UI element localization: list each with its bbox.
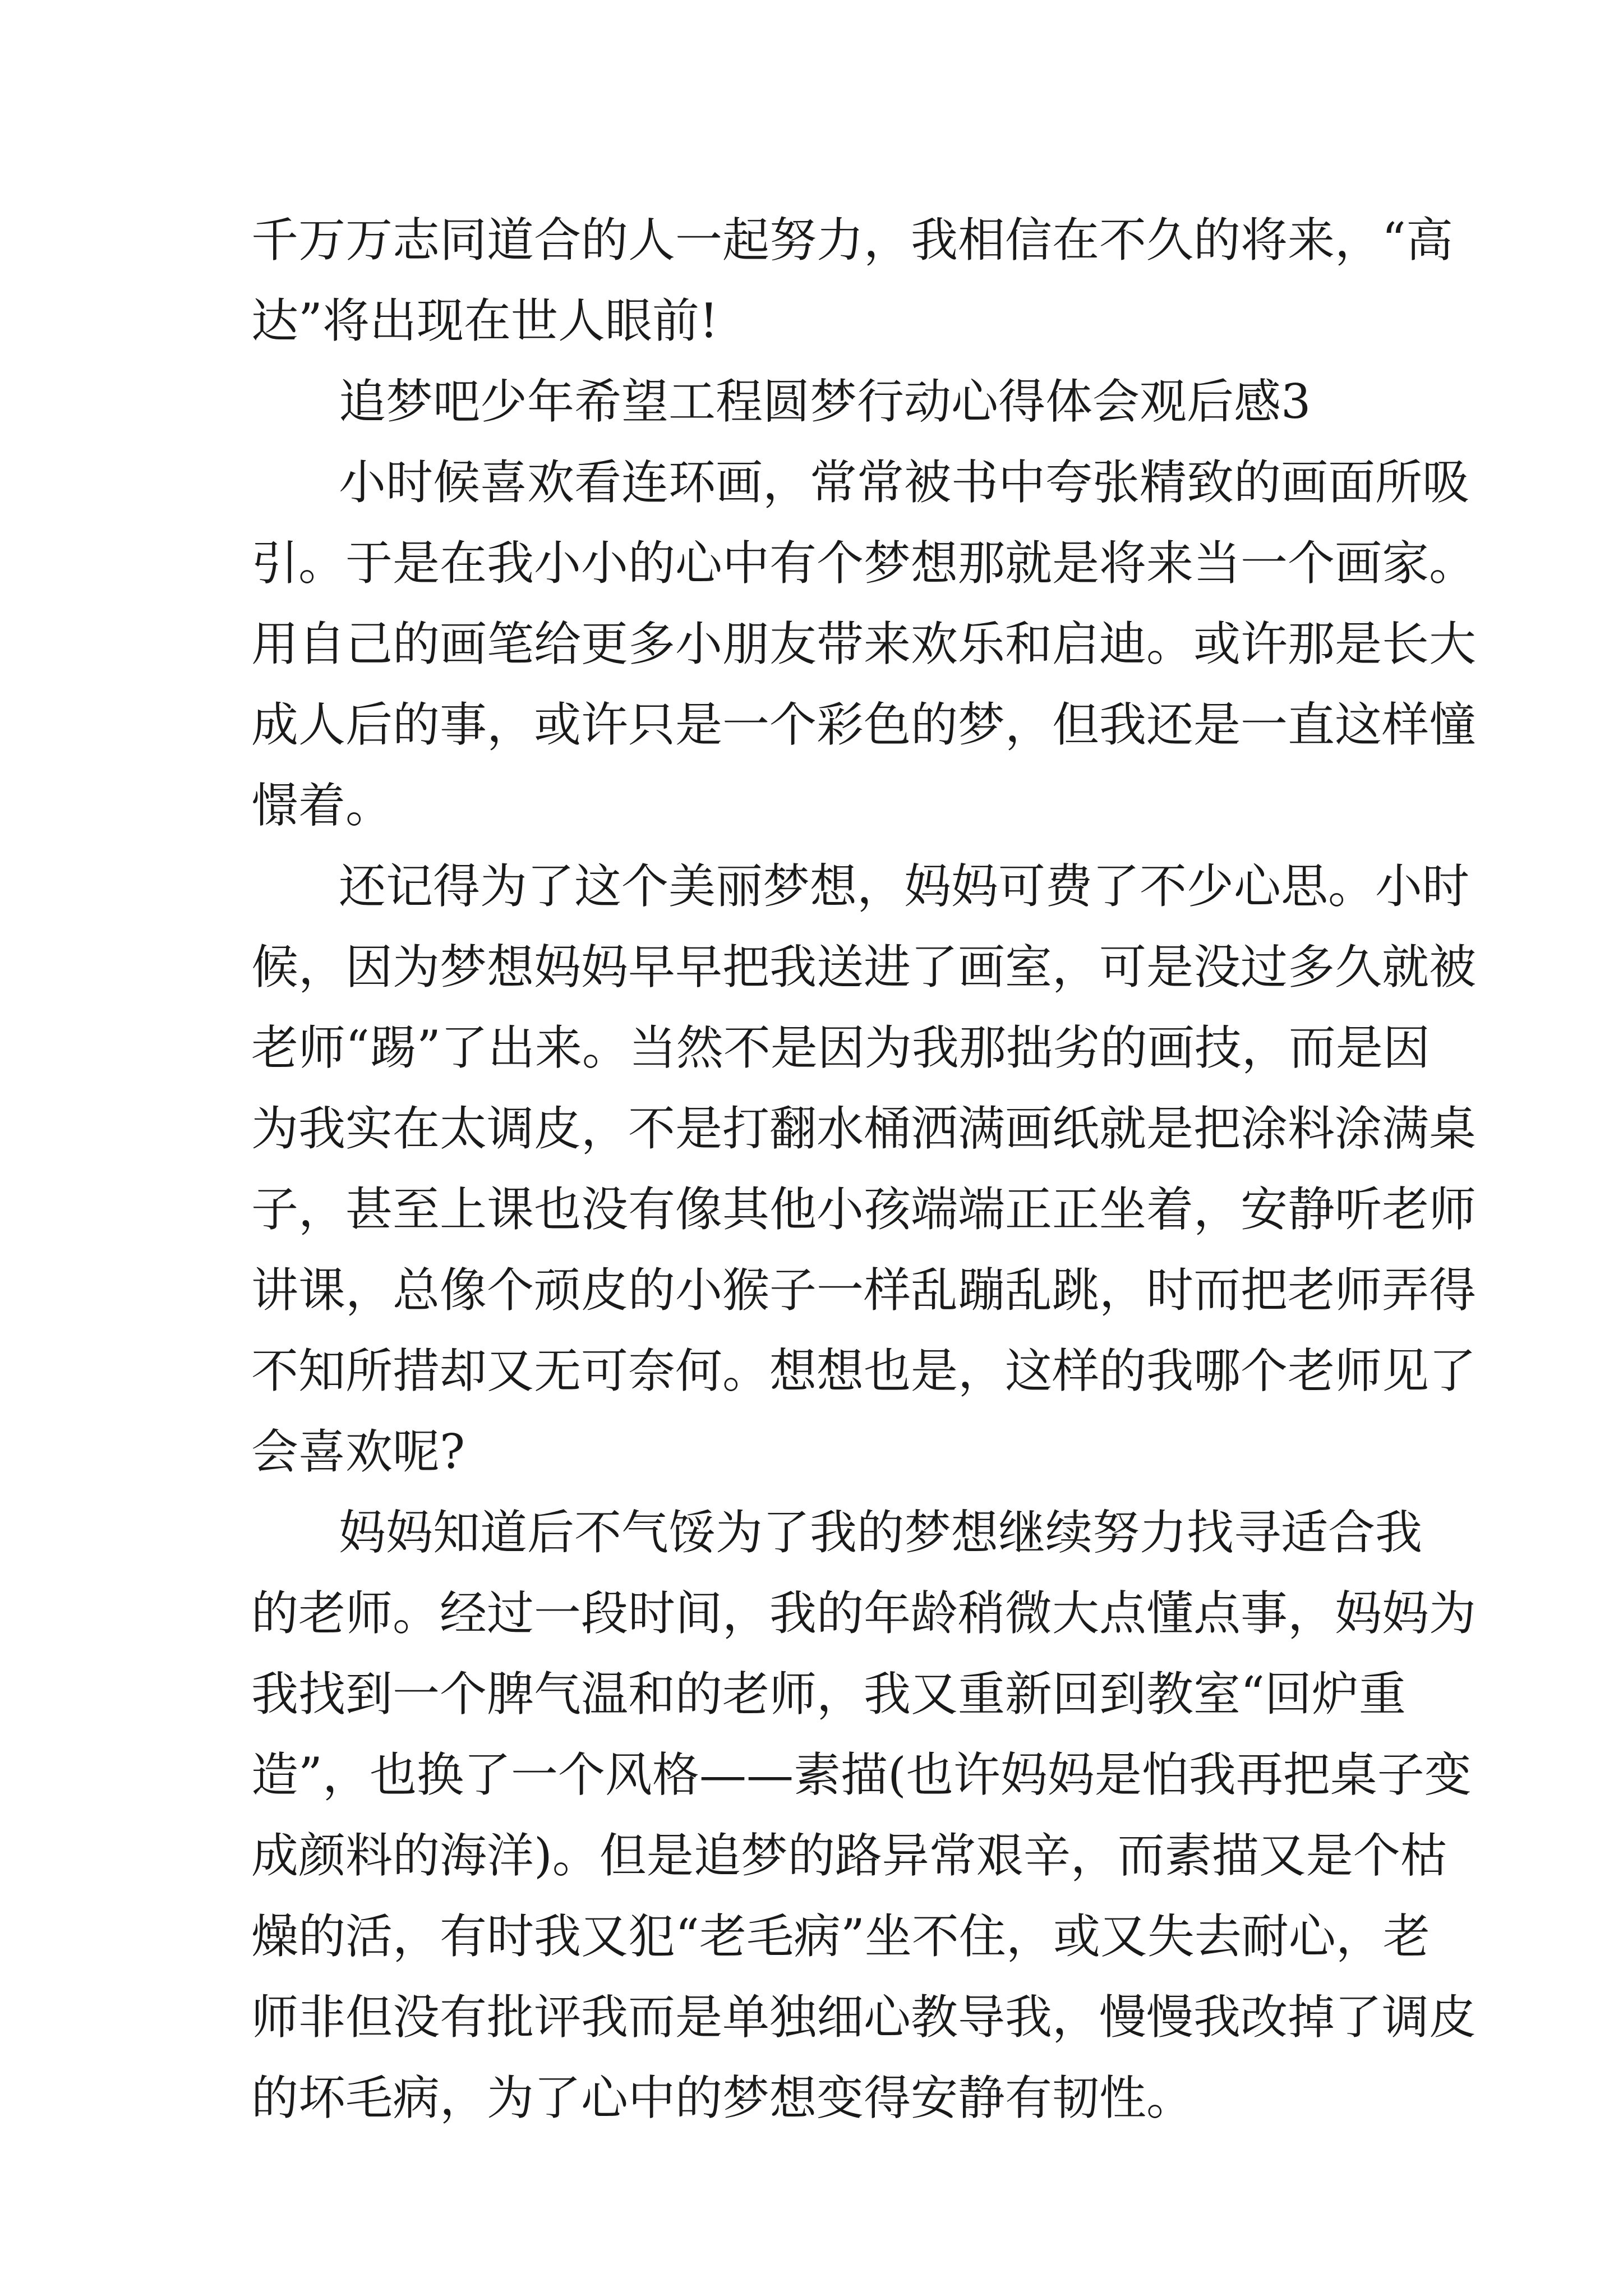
- text-line: 用自己的画笔给更多小朋友带来欢乐和启迪。或许那是长大: [251, 616, 1477, 671]
- text-line: 千万万志同道合的人一起努力，我相信在不久的将来，“高: [251, 213, 1453, 268]
- text-line: 不知所措却又无可奈何。想想也是，这样的我哪个老师见了: [251, 1343, 1477, 1398]
- text-line: 憬着。: [251, 778, 393, 833]
- text-line: 讲课，总像个顽皮的小猴子一样乱蹦乱跳，时而把老师弄得: [251, 1263, 1477, 1318]
- text-line: 还记得为了这个美丽梦想，妈妈可费了不少心思。小时: [339, 859, 1470, 914]
- text-line: 的坏毛病，为了心中的梦想变得安静有韧性。: [251, 2070, 1194, 2125]
- text-line: 造”，也换了一个风格——素描(也许妈妈是怕我再把桌子变: [251, 1747, 1472, 1802]
- text-line: 子，甚至上课也没有像其他小孩端端正正坐着，安静听老师: [251, 1182, 1477, 1237]
- text-line: 引。于是在我小小的心中有个梦想那就是将来当一个画家。: [251, 536, 1477, 591]
- text-line: 我找到一个脾气温和的老师，我又重新回到教室“回炉重: [251, 1667, 1406, 1722]
- text-line: 为我实在太调皮，不是打翻水桶洒满画纸就是把涂料涂满桌: [251, 1101, 1477, 1156]
- section-heading: 追梦吧少年希望工程圆梦行动心得体会观后感3: [339, 374, 1311, 429]
- text-line: 师非但没有批评我而是单独细心教导我，慢慢我改掉了调皮: [251, 1990, 1477, 2045]
- text-line: 成颜料的海洋)。但是追梦的路异常艰辛，而素描又是个枯: [251, 1828, 1447, 1883]
- text-line: 候，因为梦想妈妈早早把我送进了画室，可是没过多久就被: [251, 940, 1477, 995]
- text-line: 小时候喜欢看连环画，常常被书中夸张精致的画面所吸: [339, 455, 1470, 510]
- text-line: 妈妈知道后不气馁为了我的梦想继续努力找寻适合我: [339, 1505, 1423, 1560]
- text-line: 老师“踢”了出来。当然不是因为我那拙劣的画技，而是因: [251, 1020, 1430, 1075]
- text-line: 的老师。经过一段时间，我的年龄稍微大点懂点事，妈妈为: [251, 1586, 1477, 1641]
- text-line: 达”将出现在世人眼前!: [251, 293, 718, 348]
- text-line: 燥的活，有时我又犯“老毛病”坐不住，或又失去耐心，老: [251, 1909, 1430, 1964]
- text-line: 会喜欢呢?: [251, 1424, 465, 1479]
- text-line: 成人后的事，或许只是一个彩色的梦，但我还是一直这样憧: [251, 697, 1477, 752]
